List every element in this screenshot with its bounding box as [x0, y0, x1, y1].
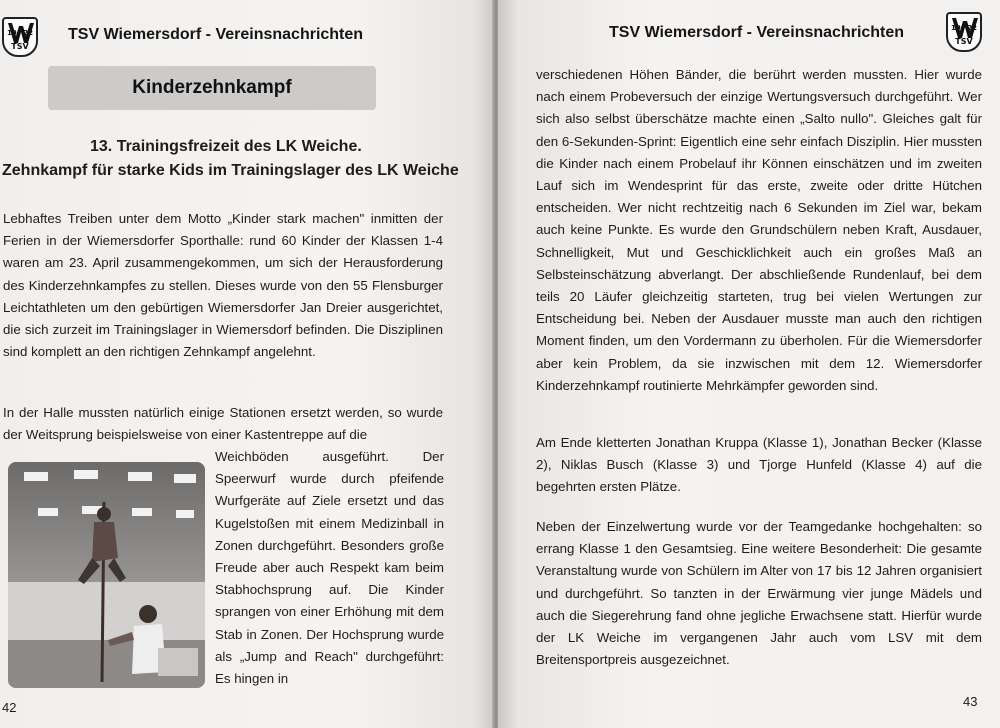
- page-header-right: TSV Wiemersdorf - Vereinsnachrichten: [609, 24, 905, 41]
- paragraph-text: Lebhaftes Treiben unter dem Motto „Kinder stark machen" inmitten der Ferien in der Wiemersdorfer Sporthalle: rund 60 Kinder der Klassen 1-4 waren am 23. April zusammengekommen, um sich der Herausforderung des Kinderzehnkampfes zu stellen. Dieses wurde von den 55 Flensburger Leichtathleten um den gebürtigen Wiemersdorfer Jan Dreier ausgerichtet, die sich zurzeit im Trainingslager in Wiemersdorf befinden. Die Disziplinen sind komplett an den richtigen Zehnkampf angelehnt.: [3, 211, 443, 360]
- paragraph-text: In der Halle mussten natürlich einige Stationen ersetzt werden, so wurde der Weitsprung beispielsweise von einer Kastentreppe auf die: [3, 405, 443, 443]
- logo-abbr: TSV: [11, 42, 29, 51]
- logo-year-right: 22: [23, 29, 33, 37]
- left-paragraph-2: [3, 402, 443, 446]
- right-paragraph-3: [536, 516, 982, 671]
- right-page: [498, 0, 1000, 728]
- article-title-box: [48, 66, 376, 110]
- club-logo: [946, 12, 982, 52]
- page-number-right: 43: [963, 694, 978, 709]
- gym-photo: [8, 462, 205, 688]
- article-subtitle-2: Zehnkampf für starke Kids im Trainingslager des LK Weiche: [2, 162, 459, 179]
- paragraph-text: Neben der Einzelwertung wurde vor der Teamgedanke hochgehalten: so errang Klasse 1 den Gesamtsieg. Eine weitere Besonderheit: Die gesamte Veranstaltung wurde von Schülern im Alter von 17 bis 12 Jahren organisiert und durchgeführt. So tanzten in der Erwärmung vier junge Mädels und auch die Siegerehrung fand ohne jegliche Erwachsene statt. Hierfür wurde der LK Weiche im vergangenen Jahr auch vom LSV mit dem Breitensportpreis ausgezeichnet.: [536, 519, 982, 668]
- page-number-left: 42: [2, 700, 17, 715]
- article-subtitle-1: 13. Trainingsfreizeit des LK Weiche.: [90, 138, 362, 155]
- page-header-left: TSV Wiemersdorf - Vereinsnachrichten: [68, 26, 364, 43]
- left-paragraph-1: [3, 208, 443, 363]
- logo-year-right: 22: [967, 24, 977, 32]
- club-logo: [2, 17, 38, 57]
- left-paragraph-3: [215, 446, 444, 690]
- paragraph-text: verschiedenen Höhen Bänder, die berührt werden mussten. Hier wurde nach einem Probeversuch der einzige Wertungsversuch durchgeführt. Wer sich also selbst überschätze machte einen „Salto nullo". Gleiches galt für den 6-Sekunden-Sprint: Eigentlich eine sehr einfach Disziplin. Hier mussten die Kinder nach einem Probelauf ihr Können einschätzen und im zweiten Lauf sich im Wendesprint für das erste, zweite oder dritte Hütchen entscheiden. Wer nicht rechtzeitig nach 6 Sekunden im Ziel war, bekam auch keine Punkte. Es wurde den Grundschülern neben Kraft, Ausdauer, Schnelligkeit, Mut und Geschicklichkeit auch ein großes Maß an Selbsteinschätzung abverlangt. Der abschließende Rundenlauf, bei dem teils 20 Läufer gleichzeitig starteten, trug bei vielen Wertungen zur Entscheidung bei. Neben der Ausdauer musste man auch den richtigen Moment finden, um den Vordermann zu überholen. Für die Wiemersdorfer aber kein Problem, da sie inzwischen mit dem 12. Wiemersdorfer Kinderzehnkampf routinierte Mehrkämpfer geworden sind.: [536, 67, 982, 393]
- logo-year-left: 19: [951, 24, 961, 32]
- paragraph-text: Weichböden ausgeführt. Der Speerwurf wurde durch pfeifende Wurfgeräte auf Ziele ersetzt und das Kugelstoßen mit einem Medizinball in Zonen durchgeführt. Besonders große Freude aber auch Respekt kam beim Stabhochsprung auf. Die Kinder sprangen von einer Erhöhung mit dem Stab in Zonen. Der Hochsprung wurde als „Jump and Reach" durchgeführt: Es hingen in: [215, 449, 444, 687]
- article-title: Kinderzehnkampf: [132, 77, 292, 98]
- paragraph-text: Am Ende kletterten Jonathan Kruppa (Klasse 1), Jonathan Becker (Klasse 2), Niklas Busch (Klasse 3) und Tjorge Hunfeld (Klasse 4) auf die begehrten ersten Plätze.: [536, 435, 982, 495]
- pole-vault-photo-illustration: [8, 462, 205, 688]
- right-paragraph-2: [536, 432, 982, 499]
- right-paragraph-1: [536, 64, 982, 397]
- logo-abbr: TSV: [955, 37, 973, 46]
- left-page: [0, 0, 494, 728]
- logo-year-left: 19: [7, 29, 17, 37]
